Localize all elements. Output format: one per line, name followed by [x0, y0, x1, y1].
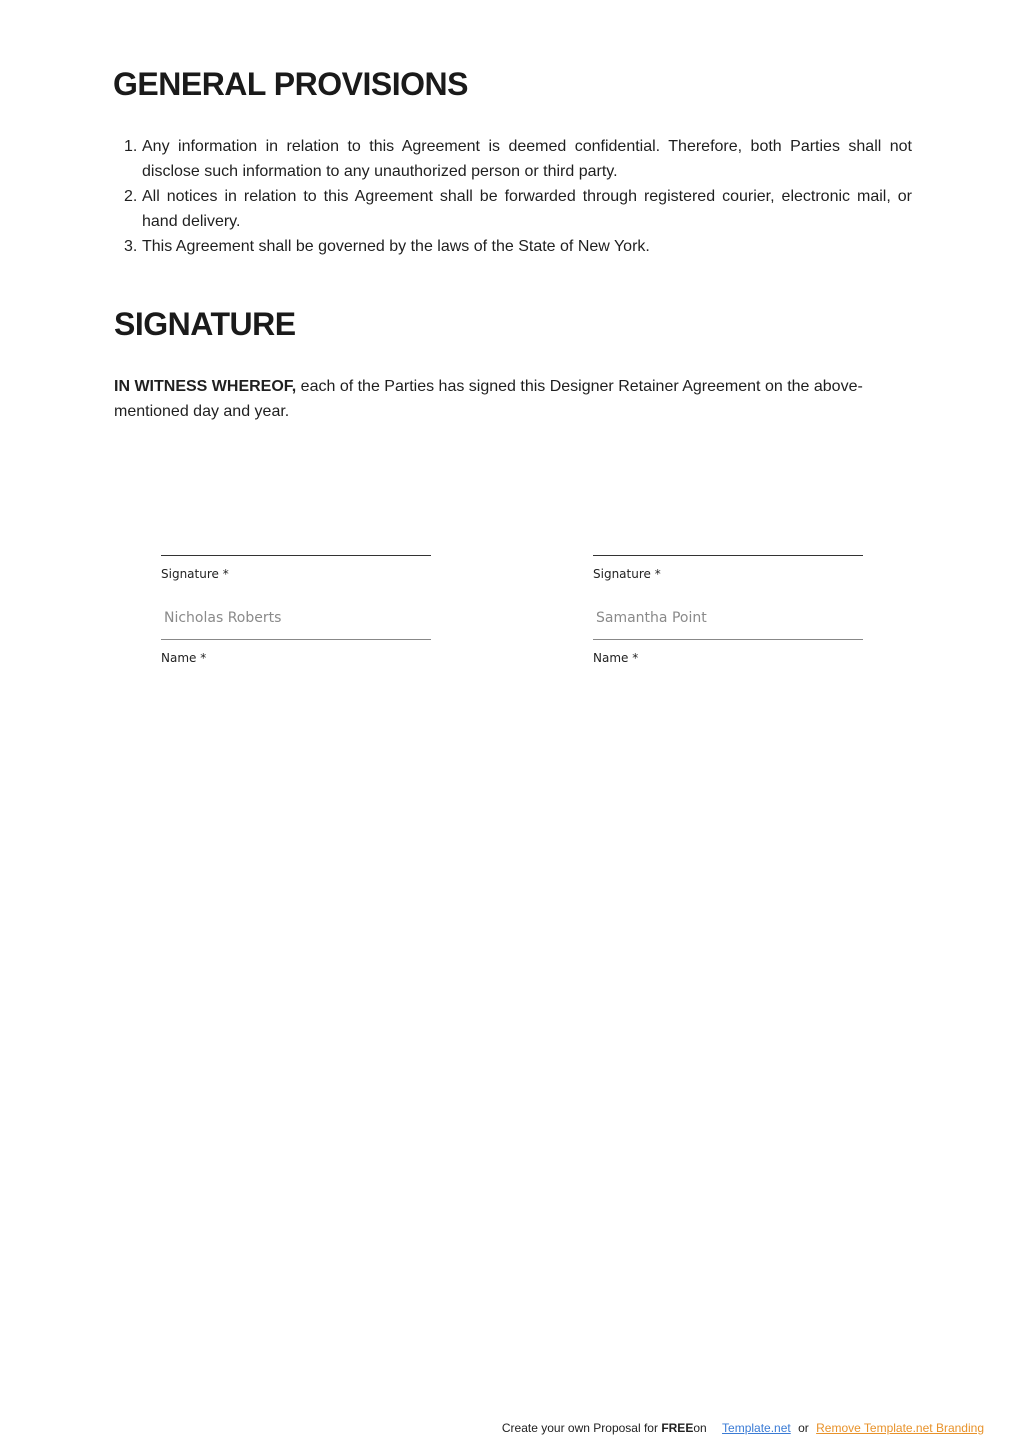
branding-footer — [502, 1420, 984, 1436]
list-item — [124, 234, 912, 259]
signature-heading: SIGNATURE — [114, 306, 296, 342]
signature-line-left[interactable] — [161, 500, 431, 556]
signature-label-left: Signature * — [161, 567, 229, 581]
signature-label-right: Signature * — [593, 567, 661, 581]
name-field-right[interactable]: Samantha Point — [593, 604, 863, 640]
list-item-text: Any information in relation to this Agreement is deemed confidential. Therefore, both Parties shall not disclose such information to any unauthorized person or third party. — [142, 138, 912, 180]
name-field-left[interactable]: Nicholas Roberts — [161, 604, 431, 640]
name-label-left: Name * — [161, 651, 207, 665]
list-item — [124, 134, 912, 184]
list-item-number: 2. — [124, 188, 138, 205]
witness-bold-text: IN WITNESS WHEREOF, — [114, 378, 297, 395]
general-provisions-heading: GENERAL PROVISIONS — [113, 66, 468, 102]
footer-prefix: Create your own Proposal for — [501, 1421, 662, 1435]
list-item-text: All notices in relation to this Agreement shall be forwarded through registered courier, electronic mail, or hand delivery. — [142, 188, 912, 230]
footer-or: or — [798, 1421, 809, 1435]
name-label-right: Name * — [593, 651, 639, 665]
signature-line-right[interactable] — [593, 500, 863, 556]
witness-text: each of the Parties has signed this Designer Retainer Agreement on the above-mentioned day and year. — [114, 378, 863, 420]
list-item-number: 1. — [124, 138, 138, 155]
witness-paragraph — [114, 374, 912, 424]
remove-branding-link[interactable]: Remove Template.net Branding — [816, 1421, 984, 1435]
footer-free: FREE — [661, 1421, 694, 1435]
signature-block-left — [161, 500, 431, 665]
list-item-text: This Agreement shall be governed by the laws of the State of New York. — [142, 238, 650, 255]
list-item — [124, 184, 912, 234]
signature-block-right — [593, 500, 863, 665]
provisions-list — [124, 134, 912, 259]
template-net-link[interactable]: Template.net — [722, 1421, 791, 1435]
list-item-number: 3. — [124, 238, 138, 255]
footer-on: on — [693, 1421, 707, 1435]
